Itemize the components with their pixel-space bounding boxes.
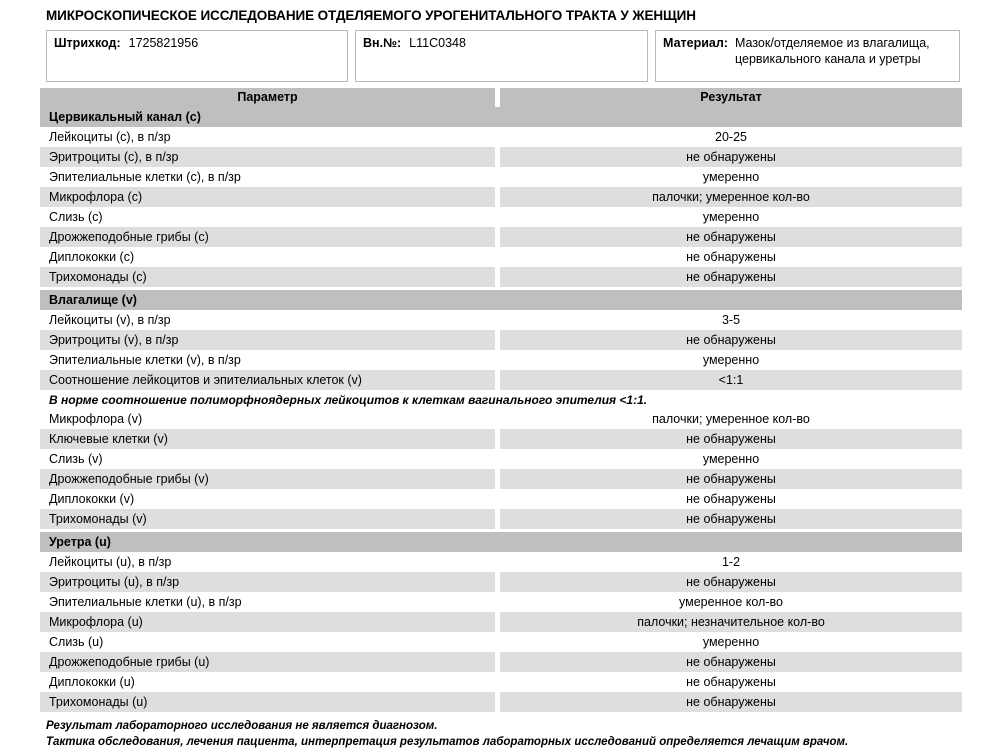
table-row bbox=[40, 692, 962, 712]
parameter-result: не обнаружены bbox=[500, 330, 962, 350]
table-row bbox=[40, 672, 962, 692]
internal-number-label: Вн.№: bbox=[363, 36, 402, 50]
parameter-result: палочки; умеренное кол-во bbox=[500, 409, 962, 429]
parameter-result: 20-25 bbox=[500, 127, 962, 147]
parameter-result: не обнаружены bbox=[500, 147, 962, 167]
parameter-name: Соотношение лейкоцитов и эпителиальных клеток (v) bbox=[40, 370, 495, 390]
material-value: Мазок/отделяемое из влагалища, цервикального канала и уретры bbox=[734, 36, 930, 66]
table-row bbox=[40, 127, 962, 147]
parameter-result: палочки; умеренное кол-во bbox=[500, 187, 962, 207]
parameter-name: Микрофлора (u) bbox=[40, 612, 495, 632]
parameter-result: не обнаружены bbox=[500, 267, 962, 287]
parameter-result: не обнаружены bbox=[500, 469, 962, 489]
table-row bbox=[40, 187, 962, 207]
table-row bbox=[40, 552, 962, 572]
results-table bbox=[40, 88, 962, 712]
table-row bbox=[40, 330, 962, 350]
parameter-result: не обнаружены bbox=[500, 672, 962, 692]
parameter-name: Слизь (c) bbox=[40, 207, 495, 227]
parameter-name: Эпителиальные клетки (u), в п/зр bbox=[40, 592, 495, 612]
disclaimer-footer bbox=[46, 718, 960, 750]
parameter-name: Трихомонады (u) bbox=[40, 692, 495, 712]
table-row bbox=[40, 207, 962, 227]
parameter-result: умеренно bbox=[500, 167, 962, 187]
table-row bbox=[40, 632, 962, 652]
table-row bbox=[40, 227, 962, 247]
parameter-name: Диплококки (v) bbox=[40, 489, 495, 509]
table-row bbox=[40, 267, 962, 287]
table-row bbox=[40, 167, 962, 187]
internal-number-value: L11C0348 bbox=[409, 36, 466, 50]
parameter-name: Диплококки (u) bbox=[40, 672, 495, 692]
parameter-result: умеренное кол-во bbox=[500, 592, 962, 612]
parameter-result: умеренно bbox=[500, 350, 962, 370]
section-title: Влагалище (v) bbox=[40, 290, 962, 310]
table-row bbox=[40, 409, 962, 429]
parameter-result: не обнаружены bbox=[500, 247, 962, 267]
disclaimer-line-2: Тактика обследования, лечения пациента, интерпретация результатов лабораторных исследований определяется лечащим врачом. bbox=[46, 736, 849, 748]
parameter-name: Эритроциты (v), в п/зр bbox=[40, 330, 495, 350]
parameter-name: Эпителиальные клетки (c), в п/зр bbox=[40, 167, 495, 187]
table-row bbox=[40, 612, 962, 632]
parameter-result: умеренно bbox=[500, 632, 962, 652]
parameter-result: палочки; незначительное кол-во bbox=[500, 612, 962, 632]
column-header-parameter: Параметр bbox=[40, 88, 495, 107]
parameter-name: Лейкоциты (u), в п/зр bbox=[40, 552, 495, 572]
section-title: Цервикальный канал (c) bbox=[40, 107, 962, 127]
table-row bbox=[40, 370, 962, 390]
material-box bbox=[655, 30, 960, 82]
parameter-name: Лейкоциты (v), в п/зр bbox=[40, 310, 495, 330]
parameter-name: Микрофлора (v) bbox=[40, 409, 495, 429]
parameter-result: умеренно bbox=[500, 207, 962, 227]
parameter-name: Трихомонады (c) bbox=[40, 267, 495, 287]
parameter-result: не обнаружены bbox=[500, 509, 962, 529]
parameter-result: <1:1 bbox=[500, 370, 962, 390]
parameter-name: Эритроциты (u), в п/зр bbox=[40, 572, 495, 592]
parameter-result: не обнаружены bbox=[500, 572, 962, 592]
table-row bbox=[40, 310, 962, 330]
parameter-result: 3-5 bbox=[500, 310, 962, 330]
header-info-boxes bbox=[46, 30, 960, 82]
parameter-result: не обнаружены bbox=[500, 429, 962, 449]
reference-note-text: В норме соотношение полиморфноядерных лейкоцитов к клеткам вагинального эпителия <1:1. bbox=[40, 390, 962, 409]
parameter-result: 1-2 bbox=[500, 552, 962, 572]
parameter-result: не обнаружены bbox=[500, 692, 962, 712]
parameter-name: Ключевые клетки (v) bbox=[40, 429, 495, 449]
parameter-result: не обнаружены bbox=[500, 227, 962, 247]
table-row bbox=[40, 489, 962, 509]
section-header-row bbox=[40, 532, 962, 552]
parameter-name: Диплококки (c) bbox=[40, 247, 495, 267]
barcode-value: 1725821956 bbox=[128, 36, 199, 50]
section-header-row bbox=[40, 290, 962, 310]
parameter-name: Дрожжеподобные грибы (u) bbox=[40, 652, 495, 672]
table-row bbox=[40, 592, 962, 612]
reference-note-row bbox=[40, 390, 962, 409]
table-row bbox=[40, 469, 962, 489]
table-row bbox=[40, 147, 962, 167]
parameter-name: Слизь (u) bbox=[40, 632, 495, 652]
table-row bbox=[40, 509, 962, 529]
barcode-label: Штрихкод: bbox=[54, 36, 121, 50]
parameter-name: Трихомонады (v) bbox=[40, 509, 495, 529]
table-row bbox=[40, 429, 962, 449]
table-row bbox=[40, 247, 962, 267]
parameter-name: Дрожжеподобные грибы (c) bbox=[40, 227, 495, 247]
section-title: Уретра (u) bbox=[40, 532, 962, 552]
material-label: Материал: bbox=[663, 36, 728, 50]
table-row bbox=[40, 350, 962, 370]
table-row bbox=[40, 572, 962, 592]
parameter-name: Дрожжеподобные грибы (v) bbox=[40, 469, 495, 489]
section-header-row bbox=[40, 107, 962, 127]
parameter-name: Микрофлора (c) bbox=[40, 187, 495, 207]
parameter-name: Слизь (v) bbox=[40, 449, 495, 469]
parameter-name: Лейкоциты (c), в п/зр bbox=[40, 127, 495, 147]
disclaimer-line-1: Результат лабораторного исследования не является диагнозом. bbox=[46, 720, 438, 732]
page-title: МИКРОСКОПИЧЕСКОЕ ИССЛЕДОВАНИЕ ОТДЕЛЯЕМОГО УРОГЕНИТАЛЬНОГО ТРАКТА У ЖЕНЩИН bbox=[46, 8, 696, 23]
internal-number-box bbox=[355, 30, 648, 82]
table-row bbox=[40, 652, 962, 672]
column-header-result: Результат bbox=[500, 88, 962, 107]
parameter-result: не обнаружены bbox=[500, 489, 962, 509]
parameter-result: не обнаружены bbox=[500, 652, 962, 672]
table-header-row bbox=[40, 88, 962, 107]
parameter-name: Эпителиальные клетки (v), в п/зр bbox=[40, 350, 495, 370]
parameter-result: умеренно bbox=[500, 449, 962, 469]
parameter-name: Эритроциты (c), в п/зр bbox=[40, 147, 495, 167]
table-row bbox=[40, 449, 962, 469]
barcode-box bbox=[46, 30, 348, 82]
